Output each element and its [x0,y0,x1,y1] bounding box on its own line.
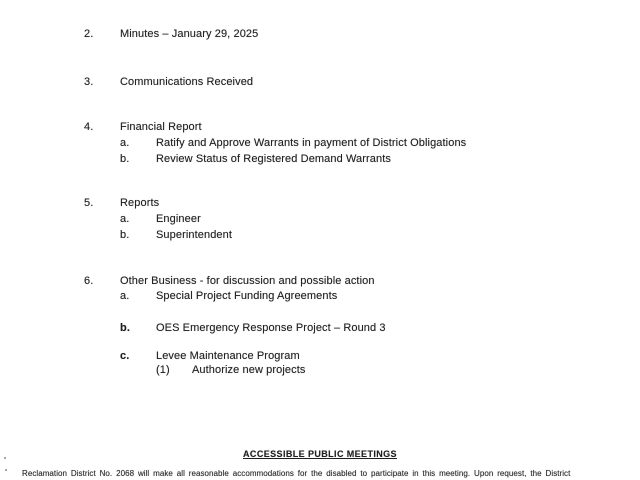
accessible-meetings-heading [0,449,640,459]
subitem-label: a. [120,213,130,225]
agenda-subitem-6b [120,322,386,335]
subitem-text: Engineer [156,213,201,225]
subitem-text: Levee Maintenance Program [156,350,300,362]
subitem-text: Special Project Funding Agreements [156,290,338,302]
agenda-item-3 [84,76,253,89]
item-number: 6. [84,275,94,287]
subitem-text: Superintendent [156,229,233,241]
subitem-label: b. [120,153,130,165]
item-number: 4. [84,121,94,133]
item-number: 3. [84,76,94,88]
subitem-label: a. [120,290,130,302]
item-title: Minutes – January 29, 2025 [120,28,259,40]
accessibility-notice [22,469,638,478]
agenda-item-5 [84,197,159,210]
agenda-subitem-5b [120,229,232,242]
agenda-subitem-4a [120,137,466,150]
agenda-subitem-6a [120,290,337,303]
subsubitem-text: Authorize new projects [192,364,306,376]
item-title: Other Business - for discussion and possible action [120,275,375,287]
agenda-subitem-5a [120,213,201,226]
item-number: 2. [84,28,94,40]
scan-speck [5,469,7,471]
item-number: 5. [84,197,94,209]
subitem-label: b. [120,229,130,241]
agenda-item-2 [84,28,258,41]
item-title: Financial Report [120,121,202,133]
agenda-subitem-4b [120,153,391,166]
subitem-label: a. [120,137,130,149]
agenda-subitem-6c [120,350,300,363]
subitem-text: Review Status of Registered Demand Warrants [156,153,391,165]
subitem-label: c. [120,350,130,362]
subitem-text: Ratify and Approve Warrants in payment of District Obligations [156,137,467,149]
accessible-meetings-heading-text: ACCESSIBLE PUBLIC MEETINGS [243,449,397,459]
subsubitem-label: (1) [156,364,170,376]
scan-speck [4,457,6,459]
item-title: Reports [120,197,160,209]
agenda-item-6 [84,275,375,288]
item-title: Communications Received [120,76,254,88]
agenda-item-4 [84,121,202,134]
subitem-label: b. [120,322,130,334]
agenda-subsubitem-6c1 [156,364,305,377]
accessibility-notice-text: Reclamation District No. 2068 will make all reasonable accommodations for the disabled to participate in this meeting. Upon request, the District [22,469,571,478]
subitem-text: OES Emergency Response Project – Round 3 [156,322,386,334]
